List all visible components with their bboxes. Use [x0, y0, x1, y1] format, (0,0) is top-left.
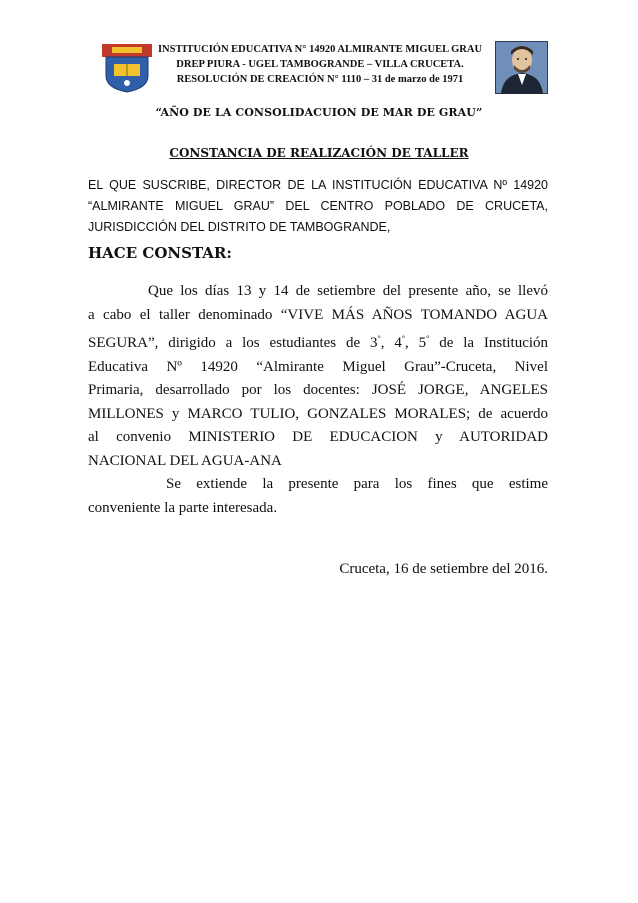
miguel-grau-portrait [495, 41, 548, 94]
closing-line-2: conveniente la parte interesada. [88, 499, 278, 516]
hace-constar-heading: HACE CONSTAR: [88, 244, 232, 262]
school-logo [100, 42, 154, 94]
intro-line-3: JURISDICCIÓN DEL DISTRITO DE TAMBOGRANDE, [88, 220, 391, 234]
main-line-4: Educativa Nº 14920 “Almirante Miguel Grau”-Cruceta, Nivel [88, 358, 548, 375]
main-paragraph [88, 280, 548, 473]
main-line-7: al convenio MINISTERIO DE EDUCACION y AUTORIDAD [88, 429, 548, 445]
main-line-3 [88, 327, 548, 356]
intro-line-2: “ALMIRANTE MIGUEL GRAU” DEL CENTRO POBLADO DE CRUCETA, [88, 199, 548, 213]
main-line-1: Que los días 13 y 14 de setiembre del presente año, se llevó [148, 283, 548, 299]
year-motto: “AÑO DE LA CONSOLIDACUION DE MAR DE GRAU” [155, 106, 483, 119]
document-title: CONSTANCIA DE REALIZACIÓN DE TALLER [169, 146, 469, 160]
main-line-2: a cabo el taller denominado “VIVE MÁS AÑOS TOMANDO AGUA [88, 306, 548, 323]
main-line-5: Primaria, desarrollado por los docentes: JOSÉ JORGE, ANGELES [88, 382, 548, 398]
grade-list: 3°, 4°, 5° [370, 334, 430, 351]
signature-date: Cruceta, 16 de setiembre del 2016. [339, 561, 548, 577]
school-header [150, 42, 490, 87]
main-line-3-end: de la Institución [439, 335, 549, 351]
main-line-3-start: SEGURA”, dirigido a los estudiantes de [88, 335, 361, 351]
intro-paragraph [88, 175, 548, 238]
closing-line-1: Se extiende la presente para los fines que estime [166, 476, 548, 492]
closing-paragraph [88, 473, 548, 520]
intro-line-1: EL QUE SUSCRIBE, DIRECTOR DE LA INSTITUCIÓN EDUCATIVA Nº 14920 [88, 178, 548, 192]
header-line-institution: INSTITUCIÓN EDUCATIVA N° 14920 ALMIRANTE MIGUEL GRAU [157, 44, 483, 55]
header-line-drep: DREP PIURA - UGEL TAMBOGRANDE – VILLA CRUCETA. [176, 59, 464, 70]
main-line-6: MILLONES y MARCO TULIO, GONZALES MORALES; de acuerdo [88, 405, 548, 422]
header-line-resolution: RESOLUCIÓN DE CREACIÓN N° 1110 – 31 de marzo de 1971 [176, 74, 464, 85]
main-line-8: NACIONAL DEL AGUA-ANA [88, 452, 282, 469]
